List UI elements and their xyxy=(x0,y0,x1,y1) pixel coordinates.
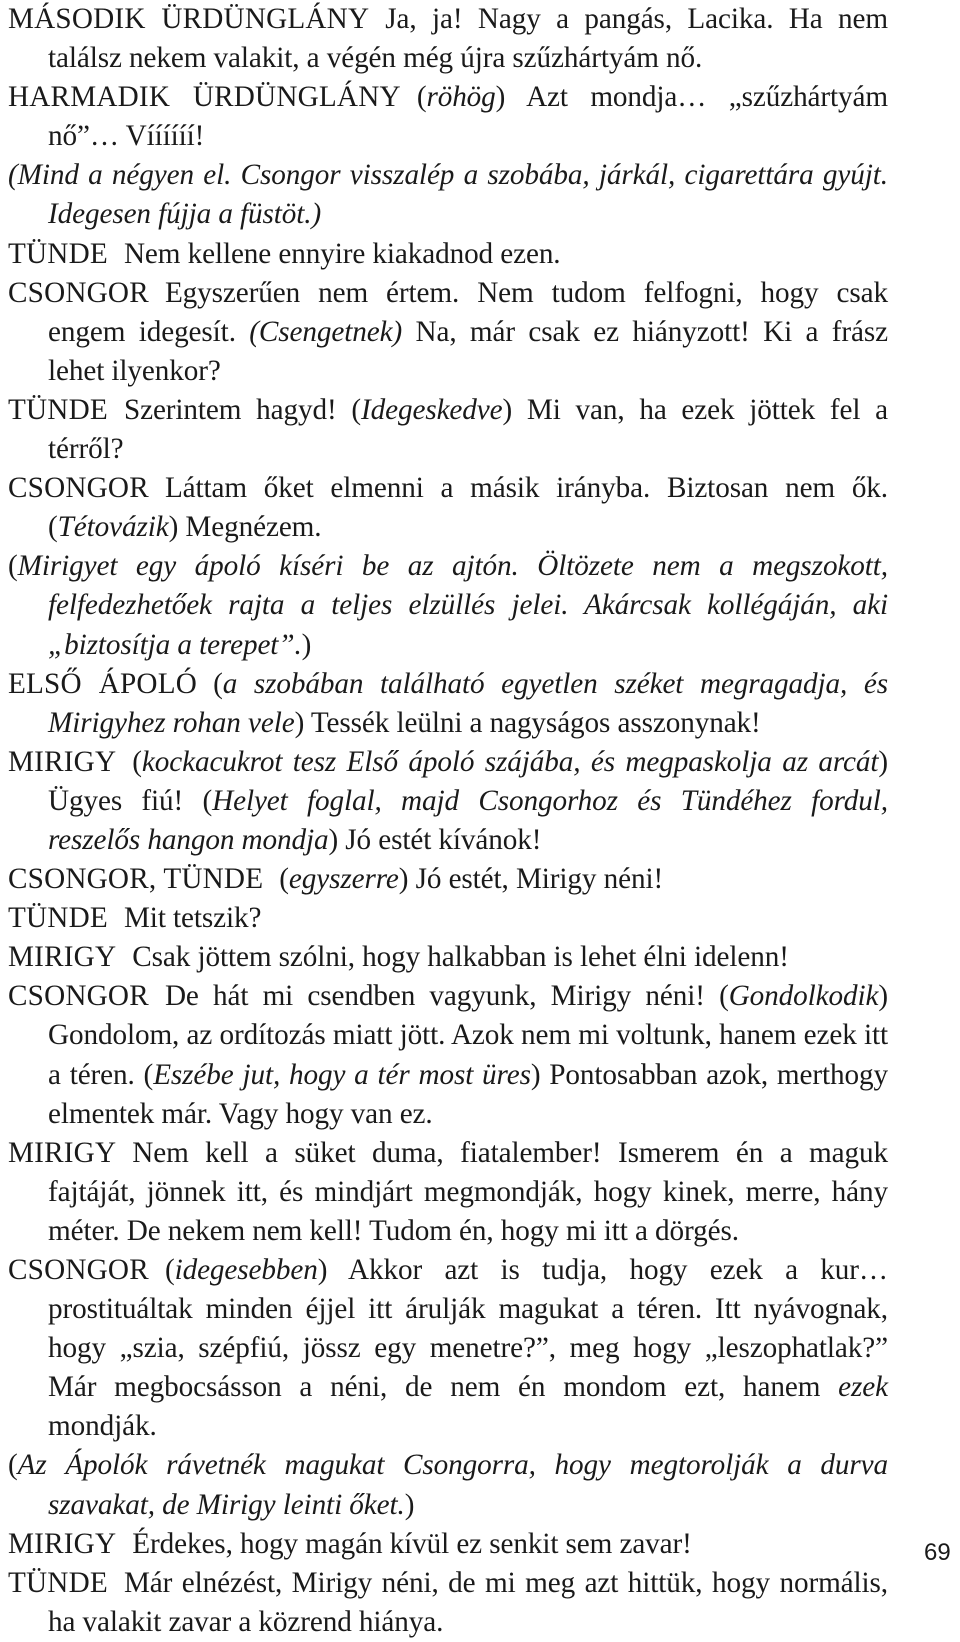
line-text: Egyszerűen nem értem. Nem tudom felfogni, hogy csak engem idegesít. xyxy=(48,276,888,348)
line-text: Mit tetszik? xyxy=(123,902,262,935)
line-text: ) Mi van, ha ezek jöttek fel a térről? xyxy=(48,393,889,466)
speaker-name: MÁSODIK ÜRDÜNGLÁNY xyxy=(8,3,370,35)
dialogue-line xyxy=(8,274,888,391)
line-text: Csak jöttem szólni, hogy halkabban is lehet élni idelenn! xyxy=(132,941,789,974)
italic-text: (Csengetnek) xyxy=(249,315,403,348)
line-text: ( xyxy=(132,745,142,778)
dialogue-line xyxy=(8,860,888,899)
line-text: ) xyxy=(301,628,312,661)
speaker-name: CSONGOR xyxy=(8,980,149,1013)
line-text: ( xyxy=(279,863,289,896)
line-text: ( xyxy=(416,81,427,114)
dialogue-line xyxy=(8,469,888,547)
speaker-name: MIRIGY xyxy=(8,1527,117,1560)
script-page-body xyxy=(8,0,888,1642)
line-text: Szerintem hagyd! ( xyxy=(123,393,361,426)
italic-text: röhög xyxy=(426,81,496,114)
line-text: ) Gondolom, az ordítozás miatt jött. Azok nem mi voltunk, hanem ezek itt a téren. ( xyxy=(48,980,888,1091)
line-text: Láttam őket elmenni a másik irányba. Biztosan nem ők. ( xyxy=(48,472,888,544)
italic-text: Tétovázik xyxy=(57,511,169,544)
stage-direction xyxy=(8,547,888,664)
italic-text: Helyet foglal, majd Csongorhoz és Tündéhez fordul, reszelős hangon mondja xyxy=(48,784,888,856)
italic-text: a szobában található egyetlen széket megragadja, és Mirigyhez rohan vele xyxy=(48,667,888,739)
line-text: De hát mi csendben vagyunk, Mirigy néni! ( xyxy=(164,980,729,1013)
italic-text: kockacukrot tesz Első ápoló szájába, és megpaskolja az arcát xyxy=(141,745,879,778)
dialogue-line xyxy=(8,743,888,860)
speaker-name: CSONGOR xyxy=(8,276,149,309)
italic-text: Eszébe jut, hogy a tér most üres xyxy=(153,1058,531,1091)
italic-text: Az Ápolók rávetnék magukat Csongorra, hogy megtorolják a durva szavakat, de Mirigy leinti őket. xyxy=(17,1449,888,1521)
speaker-name: TÜNDE xyxy=(8,393,108,426)
line-text: ) Jó estét, Mirigy néni! xyxy=(398,863,664,896)
dialogue-line xyxy=(8,977,888,1133)
line-text: ) Azt mondja… „szűzhártyám nő”… Víííííí! xyxy=(48,81,888,153)
italic-text: (Mind a négyen el. Csongor visszalép a szobába, járkál, cigarettára gyújt. Idegesen fújja a füstöt.) xyxy=(8,159,888,231)
line-text: Nem kellene ennyire kiakadnod ezen. xyxy=(123,237,561,270)
italic-text: idegesebben xyxy=(174,1254,318,1286)
italic-text: egyszerre xyxy=(288,863,399,896)
line-text: ) Akkor azt is tudja, hogy ezek a kur… prostituáltak minden éjjel itt árulják magukat a téren. Itt nyávognak, hogy „szia, szépfiú, jössz egy menetre?”, meg hogy „leszophatlak?” Már megbocsásson a néni, de nem én mondom ezt, hanem xyxy=(48,1254,888,1404)
line-text: ) Jó estét kívánok! xyxy=(328,823,542,856)
dialogue-line xyxy=(8,78,888,156)
dialogue-line xyxy=(8,1134,888,1251)
dialogue-line xyxy=(8,665,888,743)
dialogue-line xyxy=(8,0,888,78)
line-text: Na, már csak ez hiányzott! Ki a frász lehet ilyenkor? xyxy=(48,315,888,387)
line-text: ( xyxy=(164,1254,175,1286)
line-text: ) Pontosabban azok, merthogy elmentek már. Vagy hogy van ez. xyxy=(48,1058,888,1130)
line-text: ( xyxy=(8,1449,18,1482)
dialogue-line xyxy=(8,235,888,274)
dialogue-line xyxy=(8,391,888,469)
line-text: ) xyxy=(404,1488,415,1521)
speaker-name: MIRIGY xyxy=(8,941,117,974)
speaker-name: CSONGOR xyxy=(8,472,149,505)
speaker-name: CSONGOR xyxy=(8,1254,149,1286)
stage-direction xyxy=(8,156,888,234)
speaker-name: ELSŐ ÁPOLÓ xyxy=(8,667,198,700)
dialogue-line xyxy=(8,1525,888,1564)
speaker-name: TÜNDE xyxy=(8,237,108,270)
speaker-name: CSONGOR, TÜNDE xyxy=(8,863,264,896)
dialogue-line xyxy=(8,1564,888,1642)
italic-text: Gondolkodik xyxy=(728,980,879,1013)
line-text: ) Tessék leülni a nagyságos asszonynak! xyxy=(294,706,761,739)
line-text: ( xyxy=(213,667,223,700)
line-text: Ja, ja! Nagy a pangás, Lacika. Ha nem találsz nekem valakit, a végén még újra szűzhártyám nő. xyxy=(48,3,888,75)
speaker-name: MIRIGY xyxy=(8,745,117,778)
dialogue-line xyxy=(8,938,888,977)
line-text: Érdekes, hogy magán kívül ez senkit sem zavar! xyxy=(132,1527,692,1560)
italic-text: ezek xyxy=(838,1371,888,1404)
speaker-name: MIRIGY xyxy=(8,1136,117,1169)
speaker-name: TÜNDE xyxy=(8,1566,108,1599)
line-text: ( xyxy=(8,550,18,583)
line-text: ) Ügyes fiú! ( xyxy=(48,745,888,817)
dialogue-line xyxy=(8,1251,888,1446)
line-text: Nem kell a süket duma, fiatalember! Ismerem én a maguk fajtáját, jönnek itt, és mindjárt megmondják, hogy kinek, merre, hány méter. De nekem nem kell! Tudom én, hogy mi itt a dörgés. xyxy=(48,1136,888,1247)
italic-text: Mirigyet egy ápoló kíséri be az ajtón. Öltözete nem a megszokott, felfedezhetőek rajta a teljes elzüllés jelei. Akárcsak kollégáján, aki „biztosítja a terepet”. xyxy=(17,550,888,661)
line-text: Már elnézést, Mirigy néni, de mi meg azt hittük, hogy normális, ha valakit zavar a közrend hiánya. xyxy=(48,1566,888,1638)
speaker-name: TÜNDE xyxy=(8,902,108,935)
line-text: mondják. xyxy=(48,1410,157,1443)
italic-text: Idegeskedve xyxy=(361,393,503,426)
dialogue-line xyxy=(8,899,888,938)
stage-direction xyxy=(8,1446,888,1524)
line-text: ) Megnézem. xyxy=(168,511,322,544)
speaker-name: HARMADIK ÜRDÜNGLÁNY xyxy=(8,81,401,114)
page-number: 69 xyxy=(924,1539,951,1566)
